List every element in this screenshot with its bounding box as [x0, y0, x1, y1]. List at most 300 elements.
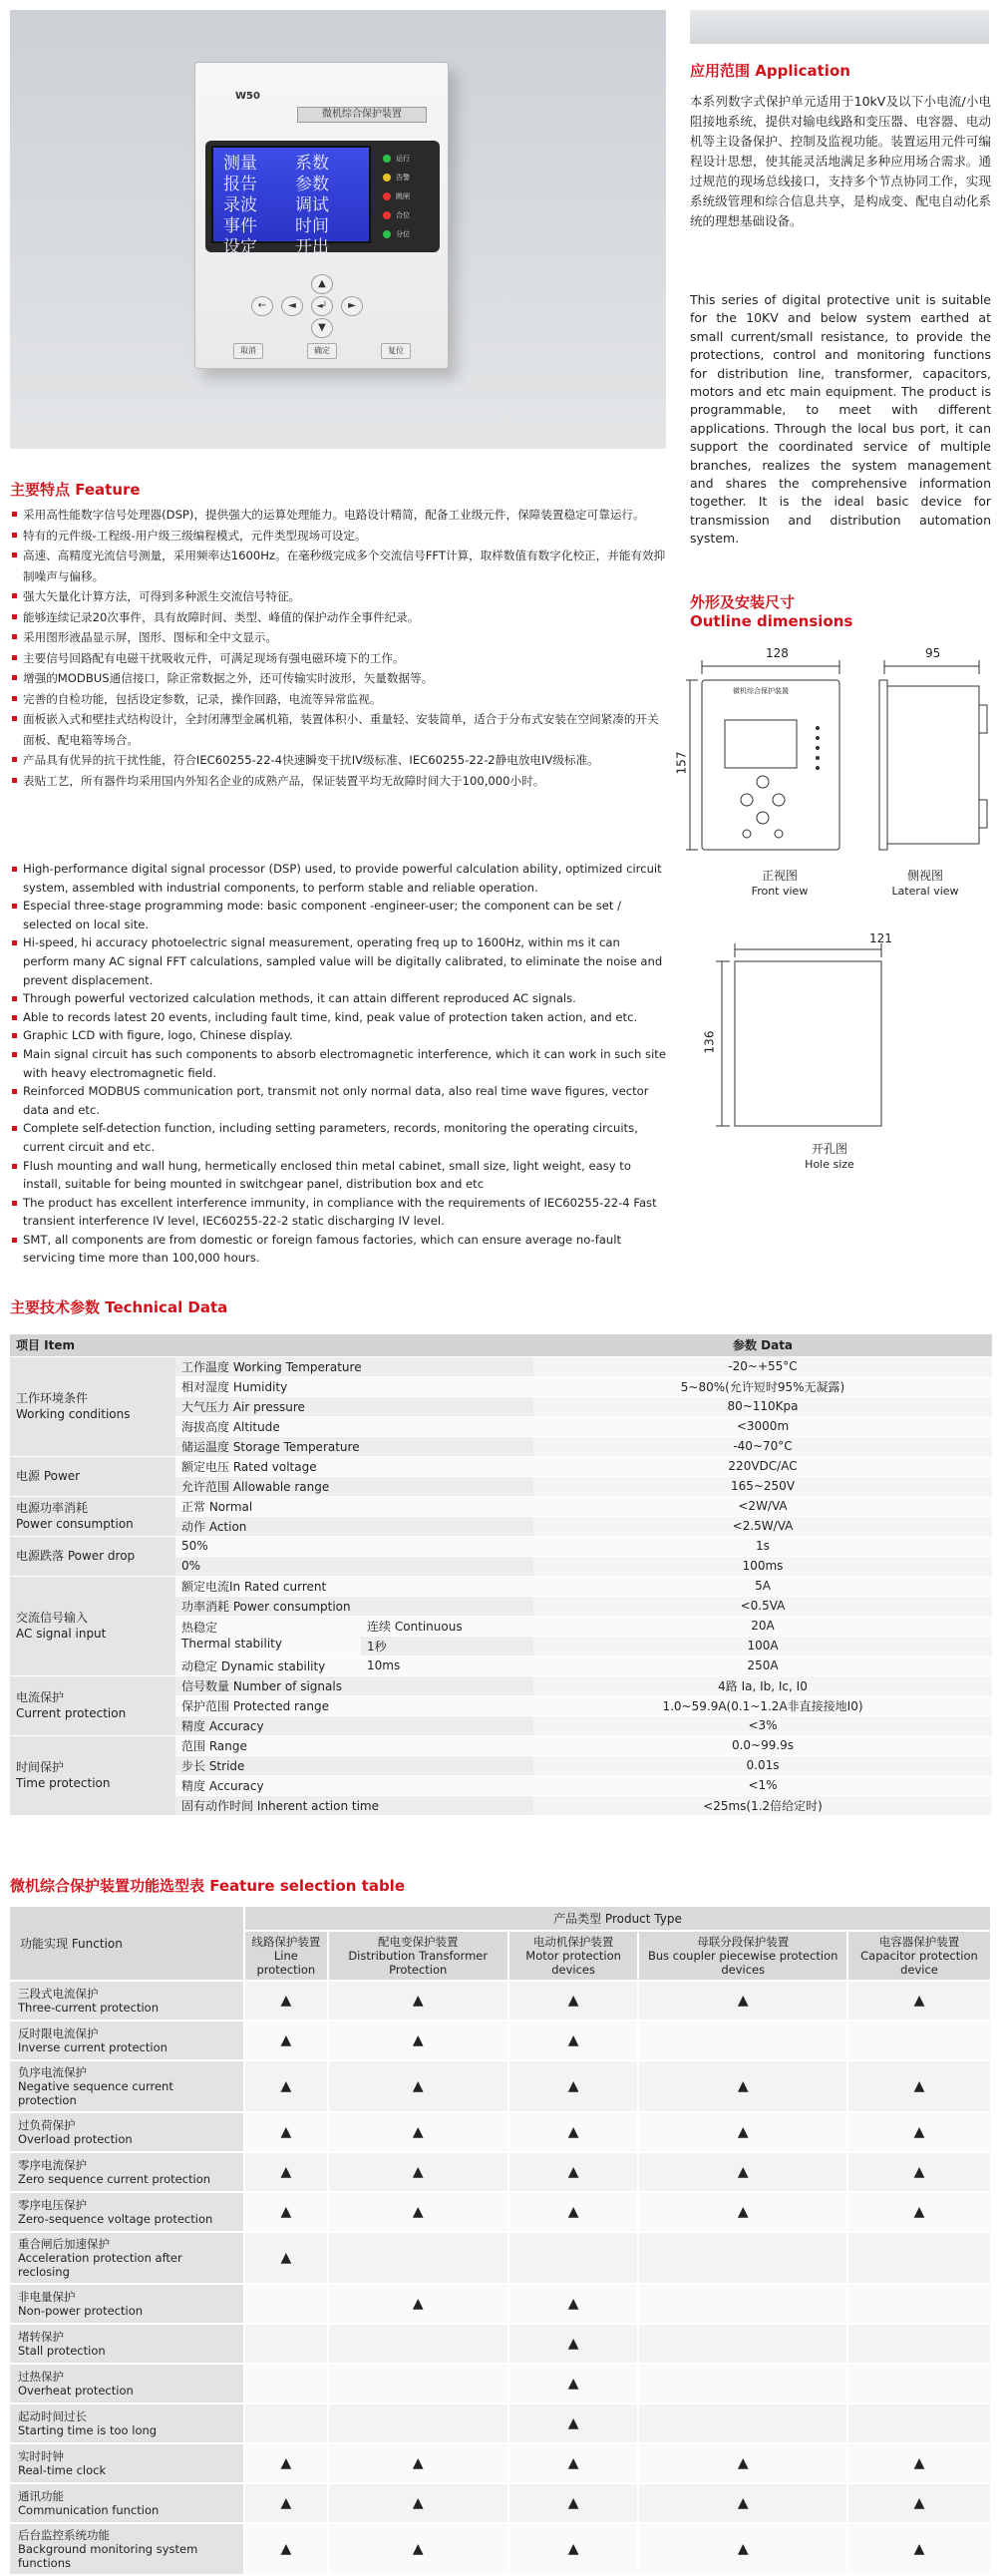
group-label — [10, 1496, 175, 1536]
table-header-row — [10, 1907, 991, 1931]
column-label-en: Line protection — [256, 1949, 316, 1977]
feature-title-en: Feature — [75, 481, 141, 499]
function-header: 功能实现 Function — [10, 1907, 244, 1981]
param-value: <3000m — [533, 1416, 992, 1436]
lcd-item: 开出 — [295, 237, 329, 257]
dimensions-title — [690, 593, 852, 631]
table-row — [10, 2284, 991, 2324]
triangle-mark-icon: ▲ — [847, 2483, 991, 2523]
front-led-icon — [816, 746, 820, 750]
application-text-en: This series of digital protective unit is suitable for the 10KV and below system earthed at small current/small resistance, to provide the protections, control and monitoring functions for distribution line, transformer, capacitors, motors and etc main equipment. The product is programmable, to meet with different applications. Through the local bus port, it can support the coordinated service of multiple branches, realizes the system management and shares the comprehensive information together. It is the ideal basic device for transmission and distribution automation system. — [690, 292, 991, 547]
lateral-view-terminal — [979, 705, 987, 733]
hole-size-drawing — [690, 937, 989, 1137]
front-view-caption — [730, 868, 830, 900]
triangle-mark-icon: ▲ — [508, 2152, 639, 2192]
param-value: 220VDC/AC — [533, 1456, 992, 1476]
device-brand: W50 — [235, 91, 260, 102]
column-label-cn: 线路保护装置 — [251, 1935, 321, 1949]
table-row — [10, 2364, 991, 2403]
feature-selection-table — [10, 1907, 992, 2576]
lcd-item: 设定 — [223, 237, 257, 257]
param-value: 20A — [533, 1616, 992, 1636]
empty-cell — [847, 2284, 991, 2324]
function-name — [10, 2192, 244, 2232]
triangle-mark-icon: ▲ — [847, 2192, 991, 2232]
led-label: 跳闸 — [396, 192, 410, 200]
group-label-en: Working conditions — [16, 1407, 131, 1421]
column-label-cn: 电容器保护装置 — [878, 1935, 960, 1949]
table-header-row — [10, 1334, 992, 1356]
key-right-icon: ► — [341, 296, 363, 316]
table-row — [10, 2021, 991, 2060]
front-led-icon — [816, 756, 820, 760]
technical-data-table — [10, 1334, 992, 1816]
function-name-cn: 零序电压保护 — [18, 2198, 87, 2212]
dimensions-title-cn: 外形及安装尺寸 — [690, 593, 796, 611]
device-title-plate: 微机综合保护装置 — [297, 107, 427, 123]
lateral-view-body — [887, 686, 979, 844]
feature-item: Especial three-stage programming mode: basic component -engineer-user; the component can be set / selected on local site. — [10, 897, 668, 933]
function-name — [10, 2483, 244, 2523]
front-led-icon — [816, 736, 820, 740]
empty-cell — [847, 2324, 991, 2364]
feature-item: 特有的元件级-工程级-用户级三级编程模式，元件类型现场可设定。 — [10, 526, 668, 547]
function-name-en: Negative sequence current protection — [18, 2079, 173, 2107]
feature-item: 能够连续记录20次事件，具有故障时间、类型、峰值的保护动作全事件纪录。 — [10, 607, 668, 628]
param-value: 100A — [533, 1636, 992, 1656]
triangle-mark-icon: ▲ — [328, 2483, 508, 2523]
triangle-mark-icon: ▲ — [508, 2021, 639, 2060]
function-name-en: Starting time is too long — [18, 2423, 158, 2437]
triangle-mark-icon: ▲ — [244, 2112, 328, 2152]
triangle-mark-icon: ▲ — [847, 2112, 991, 2152]
triangle-mark-icon: ▲ — [638, 2192, 846, 2232]
column-label-en: Capacitor protection device — [860, 1949, 978, 1977]
key-left-icon: ◄ — [281, 296, 303, 316]
param-value: 1.0~59.9A(0.1~1.2A非直接接地I0) — [533, 1695, 992, 1715]
group-label-cn: 工作环境条件 — [16, 1391, 89, 1405]
triangle-mark-icon: ▲ — [508, 1981, 639, 2021]
triangle-mark-icon: ▲ — [328, 2152, 508, 2192]
param-name: 正常 Normal — [175, 1496, 533, 1516]
feature-item: The product has excellent interference immunity, in compliance with the requirements of IEC60255-22-4 Fast transient interference IV level, IEC60255-22-2 static discharging IV level. — [10, 1194, 668, 1231]
column-label-en: Bus coupler piecewise protection devices — [647, 1949, 838, 1977]
param-value: 0.01s — [533, 1755, 992, 1775]
function-name — [10, 2021, 244, 2060]
function-name — [10, 2324, 244, 2364]
param-condition: 1秒 — [361, 1636, 533, 1656]
protection-device-image — [194, 62, 449, 369]
param-value: -40~70°C — [533, 1436, 992, 1456]
table-row — [10, 1356, 992, 1376]
empty-cell — [244, 2284, 328, 2324]
param-condition: 连续 Continuous — [361, 1616, 533, 1636]
table-row — [10, 1981, 991, 2021]
front-led-icon — [816, 766, 820, 770]
front-height-label: 157 — [674, 751, 689, 775]
param-name: 储运温度 Storage Temperature — [175, 1436, 533, 1456]
lateral-view-front-plate — [879, 680, 887, 850]
function-name-cn: 反时限电流保护 — [18, 2026, 99, 2040]
function-name-en: Communication function — [18, 2503, 160, 2517]
triangle-mark-icon: ▲ — [328, 2192, 508, 2232]
front-key-icon — [757, 812, 769, 824]
function-name — [10, 2284, 244, 2324]
param-value: 0.0~99.9s — [533, 1735, 992, 1755]
empty-cell — [847, 2364, 991, 2403]
feature-list-en — [10, 860, 668, 1268]
triangle-mark-icon: ▲ — [847, 2523, 991, 2575]
param-name: 动稳定 Dynamic stability — [175, 1656, 361, 1675]
triangle-mark-icon: ▲ — [328, 1981, 508, 2021]
empty-cell — [244, 2324, 328, 2364]
triangle-mark-icon: ▲ — [638, 2443, 846, 2483]
header-decor-bar — [690, 10, 989, 44]
function-name — [10, 2364, 244, 2403]
triangle-mark-icon: ▲ — [244, 2192, 328, 2232]
empty-cell — [638, 2403, 846, 2443]
group-label-en: Time protection — [16, 1776, 111, 1790]
led-label: 合位 — [396, 211, 410, 219]
param-name: 精度 Accuracy — [175, 1775, 533, 1795]
param-value: 5~80%(允许短时95%无凝露) — [533, 1376, 992, 1396]
feature-item: High-performance digital signal processor (DSP) used, to provide powerful calculation ability, optimized circuit system, assembled with industrial components, to perform stable and reliable operation. — [10, 860, 668, 897]
param-name: 额定电压 Rated voltage — [175, 1456, 533, 1476]
param-value: 5A — [533, 1576, 992, 1596]
key-down-icon: ▼ — [311, 318, 333, 338]
param-value: -20~+55°C — [533, 1356, 992, 1376]
triangle-mark-icon: ▲ — [328, 2060, 508, 2112]
group-label-cn: 交流信号输入 — [16, 1611, 89, 1625]
hole-outline — [735, 961, 881, 1126]
triangle-mark-icon: ▲ — [638, 2112, 846, 2152]
param-value: 80~110Kpa — [533, 1396, 992, 1416]
led-indicator-icon — [383, 155, 391, 163]
triangle-mark-icon: ▲ — [638, 2483, 846, 2523]
triangle-mark-icon: ▲ — [847, 2152, 991, 2192]
empty-cell — [244, 2364, 328, 2403]
feature-item: 产品具有优异的抗干扰性能，符合IEC60255-22-4快速瞬变干扰IV级标准、IEC60255-22-2静电放电IV级标准。 — [10, 750, 668, 771]
column-label-en: Distribution Transformer Protection — [348, 1949, 489, 1977]
param-value: 4路 Ia, Ib, Ic, I0 — [533, 1675, 992, 1695]
selection-title-en: Feature selection table — [209, 1877, 405, 1895]
triangle-mark-icon: ▲ — [508, 2443, 639, 2483]
triangle-mark-icon: ▲ — [244, 2152, 328, 2192]
empty-cell — [508, 2232, 639, 2284]
feature-list-cn — [10, 505, 668, 791]
function-name-en: Stall protection — [18, 2344, 106, 2358]
param-name: 允许范围 Allowable range — [175, 1476, 533, 1496]
product-type-header: 产品类型 Product Type — [244, 1907, 991, 1931]
triangle-mark-icon: ▲ — [847, 2443, 991, 2483]
technical-title-en: Technical Data — [105, 1298, 228, 1316]
function-name — [10, 2060, 244, 2112]
empty-cell — [244, 2403, 328, 2443]
function-name-cn: 通讯功能 — [18, 2489, 64, 2503]
triangle-mark-icon: ▲ — [638, 2523, 846, 2575]
triangle-mark-icon: ▲ — [508, 2112, 639, 2152]
product-type-column — [508, 1931, 639, 1981]
table-row — [10, 2152, 991, 2192]
triangle-mark-icon: ▲ — [328, 2112, 508, 2152]
led-label: 分位 — [396, 230, 410, 238]
key-esc-icon: ← — [251, 296, 273, 316]
param-name: 工作温度 Working Temperature — [175, 1356, 533, 1376]
lcd-item: 报告 — [223, 175, 257, 194]
triangle-mark-icon: ▲ — [508, 2284, 639, 2324]
param-value: <0.5VA — [533, 1596, 992, 1616]
function-name-cn: 后台监控系统功能 — [18, 2528, 110, 2542]
group-label-en: AC signal input — [16, 1627, 107, 1641]
feature-item: 采用高性能数字信号处理器(DSP)，提供强大的运算处理能力。电路设计精简，配备工业级元件，保障装置稳定可靠运行。 — [10, 505, 668, 526]
param-name: 相对湿度 Humidity — [175, 1376, 533, 1396]
triangle-mark-icon: ▲ — [847, 1981, 991, 2021]
triangle-mark-icon: ▲ — [244, 2021, 328, 2060]
lcd-item: 录波 — [223, 195, 257, 215]
group-label: 电源 Power — [10, 1456, 175, 1496]
selection-title — [10, 1875, 405, 1896]
lcd-item: 参数 — [295, 175, 329, 194]
feature-item: 高速、高精度光流信号测量，采用频率达1600Hz。在毫秒级完成多个交流信号FFT计算，取样数值有数字化校正，并能有效抑制噪声与偏移。 — [10, 546, 668, 586]
param-name: 大气压力 Air pressure — [175, 1396, 533, 1416]
triangle-mark-icon: ▲ — [508, 2523, 639, 2575]
feature-item: SMT, all components are from domestic or foreign famous factories, which can ensure average no-fault servicing time more than 100,000 hours. — [10, 1231, 668, 1268]
feature-item: Complete self-detection function, including setting parameters, records, monitoring the operating circuits, current circuit and etc. — [10, 1119, 668, 1156]
front-key-icon — [743, 830, 751, 838]
group-label-en: Current protection — [16, 1706, 127, 1720]
triangle-mark-icon: ▲ — [508, 2483, 639, 2523]
function-name — [10, 1981, 244, 2021]
selection-title-cn: 微机综合保护装置功能选型表 — [10, 1877, 205, 1895]
lateral-depth-label: 95 — [925, 646, 941, 660]
table-row — [10, 2483, 991, 2523]
led-indicator-icon — [383, 174, 391, 182]
product-type-column — [638, 1931, 846, 1981]
led-label: 告警 — [396, 174, 410, 182]
triangle-mark-icon: ▲ — [244, 2060, 328, 2112]
function-name-cn: 零序电流保护 — [18, 2158, 87, 2172]
feature-item: Hi-speed, hi accuracy photoelectric signal measurement, operating freq up to 1600Hz, within ms it can perform many AC signal FFT calculations, sampled value will be digitally calibrated, to eliminate the noise and prevent displacement. — [10, 933, 668, 989]
param-value: 165~250V — [533, 1476, 992, 1496]
table-row — [10, 1496, 992, 1516]
function-name-cn: 过热保护 — [18, 2370, 64, 2384]
triangle-mark-icon: ▲ — [244, 1981, 328, 2021]
empty-cell — [847, 2021, 991, 2060]
key-enter-icon: ◄┘ — [311, 296, 333, 316]
function-name-en: Overheat protection — [18, 2384, 134, 2397]
param-name: 信号数量 Number of signals — [175, 1675, 533, 1695]
technical-title-cn: 主要技术参数 — [10, 1298, 101, 1316]
function-name-cn: 起动时间过长 — [18, 2409, 87, 2423]
lcd-item: 时间 — [295, 216, 329, 236]
param-name-cn: 热稳定 — [181, 1621, 218, 1635]
param-value: <2.5W/VA — [533, 1516, 992, 1536]
empty-cell — [638, 2364, 846, 2403]
triangle-mark-icon: ▲ — [638, 2060, 846, 2112]
empty-cell — [328, 2364, 508, 2403]
param-value: 1s — [533, 1536, 992, 1556]
param-name: 海拔高度 Altitude — [175, 1416, 533, 1436]
feature-item: 完善的自检功能，包括设定参数，记录，操作回路，电流等异常监视。 — [10, 689, 668, 710]
group-label — [10, 1675, 175, 1735]
led-indicator-icon — [383, 192, 391, 200]
triangle-mark-icon: ▲ — [847, 2060, 991, 2112]
triangle-mark-icon: ▲ — [508, 2364, 639, 2403]
hole-height-label: 136 — [702, 1030, 717, 1054]
feature-title — [10, 479, 141, 500]
feature-item: 表贴工艺，所有器件均采用国内外知名企业的成熟产品，保证装置平均无故障时间大于100,000小时。 — [10, 771, 668, 792]
table-row — [10, 2324, 991, 2364]
table-row — [10, 2403, 991, 2443]
triangle-mark-icon: ▲ — [244, 2443, 328, 2483]
param-name: 固有动作时间 Inherent action time — [175, 1795, 533, 1815]
empty-cell — [328, 2324, 508, 2364]
table-row — [10, 2523, 991, 2575]
feature-item: Main signal circuit has such components to absorb electromagnetic interference, which it can work in such site with heavy electromagnetic field. — [10, 1045, 668, 1082]
hole-width-label: 121 — [869, 931, 892, 945]
product-type-column — [328, 1931, 508, 1981]
header-data: 参数 Data — [533, 1334, 992, 1356]
product-photo — [10, 10, 666, 449]
function-name — [10, 2152, 244, 2192]
feature-item: Flush mounting and wall hung, hermetically enclosed thin metal cabinet, small size, light weight, easy to install, suitable for being mounted in switchgear panel, distribution box and etc — [10, 1157, 668, 1194]
param-value: 250A — [533, 1656, 992, 1675]
function-name-cn: 重合闸后加速保护 — [18, 2237, 110, 2251]
function-name-en: Non-power protection — [18, 2304, 144, 2318]
function-name-en: Three-current protection — [18, 2001, 159, 2015]
header-item: 项目 Item — [10, 1334, 533, 1356]
lateral-view-caption — [875, 868, 975, 900]
led-indicator-icon — [383, 211, 391, 219]
triangle-mark-icon: ▲ — [638, 1981, 846, 2021]
hole-caption-cn: 开孔图 — [811, 1142, 847, 1156]
lcd-item: 测量 — [223, 154, 257, 174]
param-value: <3% — [533, 1715, 992, 1735]
param-name — [175, 1616, 361, 1656]
group-label-cn: 时间保护 — [16, 1760, 65, 1774]
triangle-mark-icon: ▲ — [244, 2483, 328, 2523]
table-row — [10, 1576, 992, 1596]
param-condition: 10ms — [361, 1656, 533, 1675]
group-label: 电源跌落 Power drop — [10, 1536, 175, 1576]
function-name-cn: 负序电流保护 — [18, 2065, 87, 2079]
table-row — [10, 2060, 991, 2112]
triangle-mark-icon: ▲ — [508, 2403, 639, 2443]
dimensions-title-en: Outline dimensions — [690, 612, 853, 630]
table-row — [10, 2112, 991, 2152]
technical-title — [10, 1296, 227, 1317]
function-name-cn: 非电量保护 — [18, 2290, 76, 2304]
feature-item: 面板嵌入式和壁挂式结构设计，全封闭薄型金属机箱，装置体积小、重量轻、安装简单，适合于分布式安装在空间紧凑的开关面板、配电箱等场合。 — [10, 709, 668, 750]
front-width-label: 128 — [766, 646, 789, 660]
application-title-en: Application — [755, 62, 850, 80]
param-value: 100ms — [533, 1556, 992, 1576]
column-label-cn: 配电变保护装置 — [377, 1935, 459, 1949]
table-row — [10, 1675, 992, 1695]
feature-item: Reinforced MODBUS communication port, transmit not only normal data, also real time wave figures, vector data and etc. — [10, 1082, 668, 1119]
function-name-cn: 实时时钟 — [18, 2449, 64, 2463]
triangle-mark-icon: ▲ — [328, 2284, 508, 2324]
front-key-icon — [757, 776, 769, 788]
function-name-en: Acceleration protection after reclosing — [18, 2251, 182, 2279]
group-label-cn: 电源功率消耗 — [16, 1501, 89, 1515]
triangle-mark-icon: ▲ — [328, 2443, 508, 2483]
feature-title-cn: 主要特点 — [10, 481, 71, 499]
param-name: 步长 Stride — [175, 1755, 533, 1775]
front-key-icon — [773, 794, 785, 806]
feature-item: Graphic LCD with figure, logo, Chinese display. — [10, 1026, 668, 1045]
empty-cell — [638, 2232, 846, 2284]
device-lcd-screen — [211, 146, 371, 257]
front-key-icon — [775, 830, 783, 838]
lcd-item: 事件 — [223, 216, 257, 236]
empty-cell — [847, 2232, 991, 2284]
led-label: 运行 — [396, 155, 410, 163]
function-name-en: Inverse current protection — [18, 2040, 167, 2054]
front-view-caption-cn: 正视图 — [761, 869, 798, 883]
feature-item: Through powerful vectorized calculation methods, it can attain different reproduced AC signals. — [10, 989, 668, 1008]
param-name: 0% — [175, 1556, 533, 1576]
device-cancel-button: 取消 — [233, 343, 263, 359]
function-name-cn: 过负荷保护 — [18, 2118, 76, 2132]
param-value: <1% — [533, 1775, 992, 1795]
empty-cell — [638, 2324, 846, 2364]
table-row — [10, 1536, 992, 1556]
triangle-mark-icon: ▲ — [244, 2523, 328, 2575]
triangle-mark-icon: ▲ — [328, 2021, 508, 2060]
lateral-view-caption-cn: 侧视图 — [906, 869, 943, 883]
hole-caption — [780, 1141, 879, 1173]
lcd-item: 系数 — [295, 154, 329, 174]
key-up-icon: ▲ — [311, 274, 333, 294]
group-label — [10, 1735, 175, 1815]
table-row — [10, 1735, 992, 1755]
selection-body — [10, 1981, 991, 2575]
table-row — [10, 2192, 991, 2232]
column-label-cn: 电动机保护装置 — [532, 1935, 614, 1949]
param-value: <2W/VA — [533, 1496, 992, 1516]
function-name-cn: 堵转保护 — [18, 2330, 64, 2344]
front-panel-title: 微机综合保护装置 — [733, 687, 789, 695]
lateral-view-terminal — [979, 800, 987, 828]
param-name: 精度 Accuracy — [175, 1715, 533, 1735]
front-view-screen — [725, 720, 797, 768]
column-label-en: Motor protection devices — [525, 1949, 621, 1977]
function-name — [10, 2523, 244, 2575]
param-name-en: Thermal stability — [181, 1637, 282, 1651]
function-name-en: Zero sequence current protection — [18, 2172, 211, 2186]
param-name: 范围 Range — [175, 1735, 533, 1755]
function-name — [10, 2232, 244, 2284]
feature-item: 强大矢量化计算方法，可得到多种派生交流信号特征。 — [10, 586, 668, 607]
empty-cell — [328, 2403, 508, 2443]
product-type-column — [244, 1931, 328, 1981]
function-name-cn: 三段式电流保护 — [18, 1987, 99, 2001]
group-label-cn: 电流保护 — [16, 1690, 65, 1704]
table-row — [10, 2443, 991, 2483]
feature-item: Able to records latest 20 events, including fault time, kind, peak value of protection taken action, and etc. — [10, 1008, 668, 1027]
feature-item: 采用图形液晶显示屏，图形、图标和全中文显示。 — [10, 627, 668, 648]
front-key-icon — [741, 794, 753, 806]
empty-cell — [638, 2284, 846, 2324]
device-display-bezel — [205, 141, 440, 257]
feature-item: 增强的MODBUS通信接口，除正常数据之外，还可传输实时波形，矢量数据等。 — [10, 668, 668, 689]
empty-cell — [847, 2403, 991, 2443]
lateral-view-caption-en: Lateral view — [891, 885, 959, 898]
table-row — [10, 1456, 992, 1476]
triangle-mark-icon: ▲ — [508, 2060, 639, 2112]
led-indicator-icon — [383, 230, 391, 238]
